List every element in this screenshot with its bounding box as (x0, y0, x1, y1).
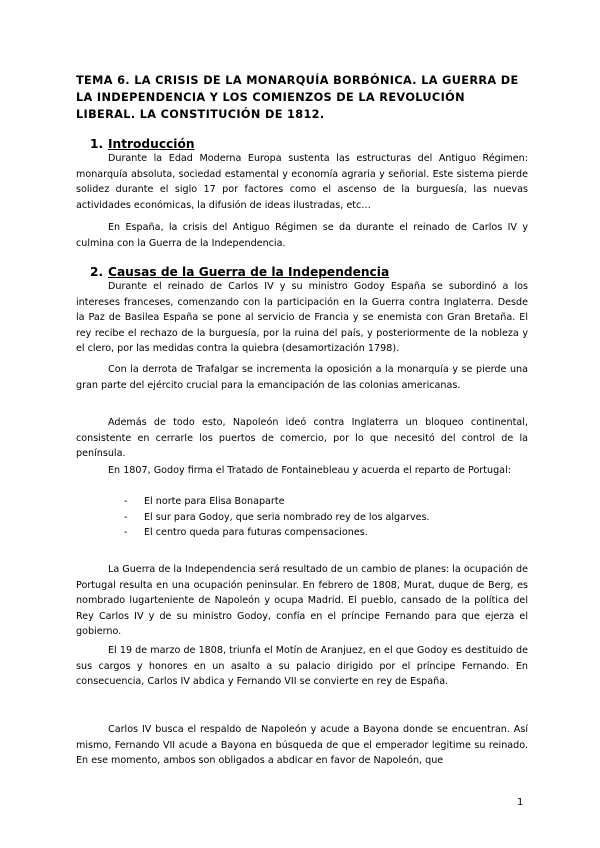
section-title: Causas de la Guerra de la Independencia (108, 265, 390, 279)
list-marker: - (124, 527, 128, 538)
partition-list (124, 494, 430, 541)
list-item: - El centro queda para futuras compensaciones. (124, 525, 430, 541)
paragraph: En España, la crisis del Antiguo Régimen se da durante el reinado de Carlos IV y culmina con la Guerra de la Independencia. (76, 222, 528, 249)
paragraph: El 19 de marzo de 1808, triunfa el Motín de Aranjuez, en el que Godoy es destituido de sus cargos y honores en un asalto a su palacio dirigido por el príncipe Fernando. En consecuencia, Carlos IV abdica y Fernando VII se convierte en rey de España. (76, 645, 528, 687)
list-marker: - (124, 496, 128, 507)
section-heading-causas (90, 264, 389, 280)
paragraph: Carlos IV busca el respaldo de Napoleón y acude a Bayona donde se encuentran. Así mismo, Fernando VII acude a Bayona en búsqueda de que el emperador legitime su reinado. En ese momento, ambos son obligados a abdicar en favor de Napoleón, que (76, 724, 528, 766)
list-item: - El norte para Elisa Bonaparte (124, 494, 430, 510)
paragraph: Durante la Edad Moderna Europa sustenta las estructuras del Antiguo Régimen: monarquía absoluta, sociedad estamental y economía agraria y señorial. Este sistema pierde solidez durante el siglo 17 por factores como el ascenso de la burguesía, las nuevas actividades económicas, la difusión de ideas ilustradas, etc… (76, 153, 528, 211)
paragraph: Además de todo esto, Napoleón ideó contra Inglaterra un bloqueo continental, consistente en cerrarle los puertos de comercio, por lo que necesitó del control de la península. (76, 417, 528, 459)
paragraph: Con la derrota de Trafalgar se incrementa la oposición a la monarquía y se pierde una gran parte del ejército crucial para la emancipación de las colonias americanas. (76, 364, 528, 391)
page-number: 1 (517, 797, 524, 808)
section-heading-introduccion (90, 136, 195, 152)
paragraph: En 1807, Godoy firma el Tratado de Fontainebleau y acuerda el reparto de Portugal: (108, 465, 511, 476)
list-item: - El sur para Godoy, que seria nombrado rey de los algarves. (124, 510, 430, 526)
document-title: TEMA 6. LA CRISIS DE LA MONARQUÍA BORBÓNICA. LA GUERRA DE LA INDEPENDENCIA Y LOS COMIENZOS DE LA REVOLUCIÓN LIBERAL. LA CONSTITUCIÓN DE 1812. (76, 74, 519, 121)
section-title: Introducción (108, 137, 195, 151)
paragraph: Durante el reinado de Carlos IV y su ministro Godoy España se subordinó a los intereses franceses, comenzando con la participación en la Guerra contra Inglaterra. Desde la Paz de Basilea España se pone al servicio de Francia y se enemista con Gran Bretaña. El rey recibe el rechazo de la burguesía, por la ruina del país, y posteriormente de la nobleza y el clero, por las medidas contra la quiebra (desamortización 1798). (76, 281, 528, 354)
paragraph: La Guerra de la Independencia será resultado de un cambio de planes: la ocupación de Portugal resulta en una ocupación peninsular. En febrero de 1808, Murat, duque de Berg, es nombrado lugarteniente de Napoleón y ocupa Madrid. El pueblo, cansado de la política del Rey Carlos IV y de su ministro Godoy, confía en el príncipe Fernando para que ejerza el gobierno. (76, 564, 528, 637)
section-number: 2. (90, 265, 104, 279)
list-marker: - (124, 511, 128, 523)
section-number: 1. (90, 137, 104, 151)
